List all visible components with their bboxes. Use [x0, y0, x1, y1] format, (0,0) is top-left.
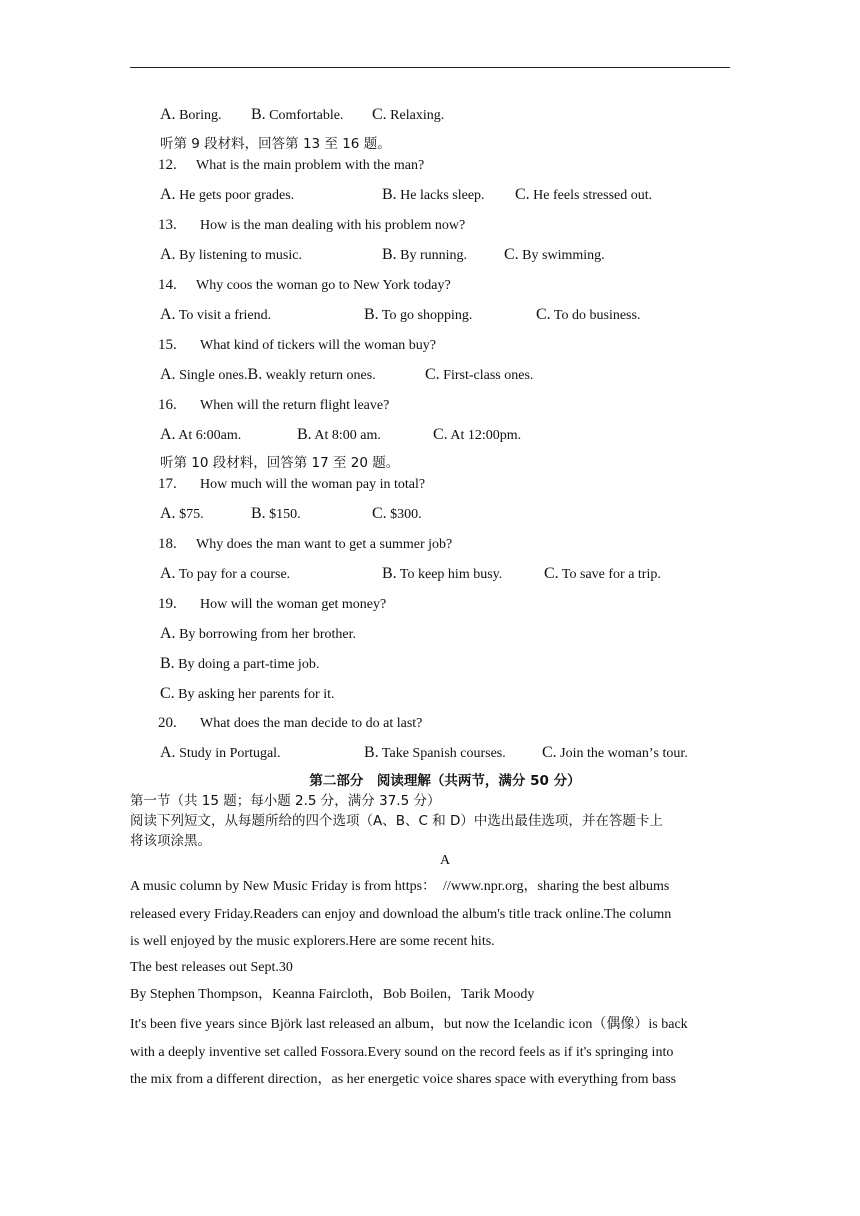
q15-options	[160, 366, 720, 385]
question-17: 17. How much will the woman pay in total?	[158, 476, 426, 492]
q16-options	[160, 426, 720, 445]
passage-line: is well enjoyed by the music explorers.Here are some recent hits.	[130, 934, 495, 949]
option-c: C. To save for a trip.	[544, 565, 661, 582]
passage-line: A music column by New Music Friday is from https： //www.npr.org，sharing the best albums	[130, 879, 670, 894]
option-c: C. To do business.	[536, 306, 641, 323]
option-a: A. At 6:00am.	[160, 426, 242, 443]
question-15: 15. What kind of tickers will the woman buy?	[158, 337, 436, 353]
option-b: B. Comfortable.	[251, 106, 344, 123]
question-16: 16. When will the return flight leave?	[158, 397, 390, 413]
option-b: B. Take Spanish courses.	[364, 744, 506, 761]
section1-title: 第一节（共 15 题；每小题 2.5 分，满分 37.5 分）	[130, 793, 441, 809]
option-a: A. Boring.	[160, 106, 222, 123]
section10-intro: 听第 10 段材料，回答第 17 至 20 题。	[160, 455, 400, 471]
option-b: B. He lacks sleep.	[382, 186, 485, 203]
instructions-line1: 阅读下列短文，从每题所给的四个选项（A、B、C 和 D）中选出最佳选项，并在答题卡上	[130, 813, 663, 829]
passage-line: released every Friday.Readers can enjoy and download the album's title track online.The column	[130, 907, 672, 922]
option-b: B. By running.	[382, 246, 468, 263]
option-b: B. To go shopping.	[364, 306, 473, 323]
instructions-line2: 将该项涂黑。	[130, 833, 211, 849]
option-a: A. To visit a friend.	[160, 306, 272, 323]
q13-options	[160, 246, 720, 265]
option-c: C. First-class ones.	[425, 366, 534, 383]
option-b: B. weakly return ones.	[247, 366, 376, 383]
option-a: A. Study in Portugal.	[160, 744, 281, 761]
q20-options	[160, 744, 720, 763]
option-b: B. At 8:00 am.	[297, 426, 381, 443]
passage-byline: By Stephen Thompson，Keanna Faircloth，Bob Boilen，Tarik Moody	[130, 987, 535, 1002]
header-rule	[130, 67, 730, 68]
option-c: C. $300.	[372, 505, 422, 522]
option-c: C. Relaxing.	[372, 106, 445, 123]
option-a: A. Single ones.	[160, 366, 248, 383]
passage-line: with a deeply inventive set called Fossora.Every sound on the record feels as if it's springing into	[130, 1045, 674, 1060]
passage-line: The best releases out Sept.30	[130, 960, 293, 975]
passage-label: A	[439, 853, 451, 868]
q17-options	[160, 505, 720, 524]
option-c: C. By swimming.	[504, 246, 605, 263]
option-b: B. To keep him busy.	[382, 565, 503, 582]
q18-options	[160, 565, 720, 584]
question-13: 13. How is the man dealing with his problem now?	[158, 217, 466, 233]
question-18: 18. Why does the man want to get a summer job?	[158, 536, 453, 552]
option-c: C. At 12:00pm.	[433, 426, 522, 443]
passage-line: It's been five years since Björk last released an album，but now the Icelandic icon（偶像）is back	[130, 1017, 688, 1032]
option-a: A. He gets poor grades.	[160, 186, 295, 203]
q14-options	[160, 306, 720, 325]
part2-title: 第二部分 阅读理解（共两节，满分 50 分）	[309, 773, 581, 789]
q12-options	[160, 186, 720, 205]
option-a: A. To pay for a course.	[160, 565, 291, 582]
option-a: A. $75.	[160, 505, 204, 522]
option-c: C. Join the womanʼs tour.	[542, 744, 688, 761]
section9-intro: 听第 9 段材料，回答第 13 至 16 题。	[160, 136, 391, 152]
passage-line: the mix from a different direction，as her energetic voice shares space with everything from bass	[130, 1072, 677, 1087]
q11-options	[160, 106, 445, 125]
question-12: 12. What is the main problem with the man?	[158, 157, 425, 173]
q19-option-a: A. By borrowing from her brother.	[160, 625, 356, 642]
question-19: 19. How will the woman get money?	[158, 596, 387, 612]
option-b: B. $150.	[251, 505, 301, 522]
q19-option-c: C. By asking her parents for it.	[160, 685, 335, 702]
q19-option-b: B. By doing a part-time job.	[160, 655, 320, 672]
question-20: 20. What does the man decide to do at last?	[158, 715, 423, 731]
option-a: A. By listening to music.	[160, 246, 302, 263]
question-14: 14. Why coos the woman go to New York today?	[158, 277, 451, 293]
option-c: C. He feels stressed out.	[515, 186, 653, 203]
